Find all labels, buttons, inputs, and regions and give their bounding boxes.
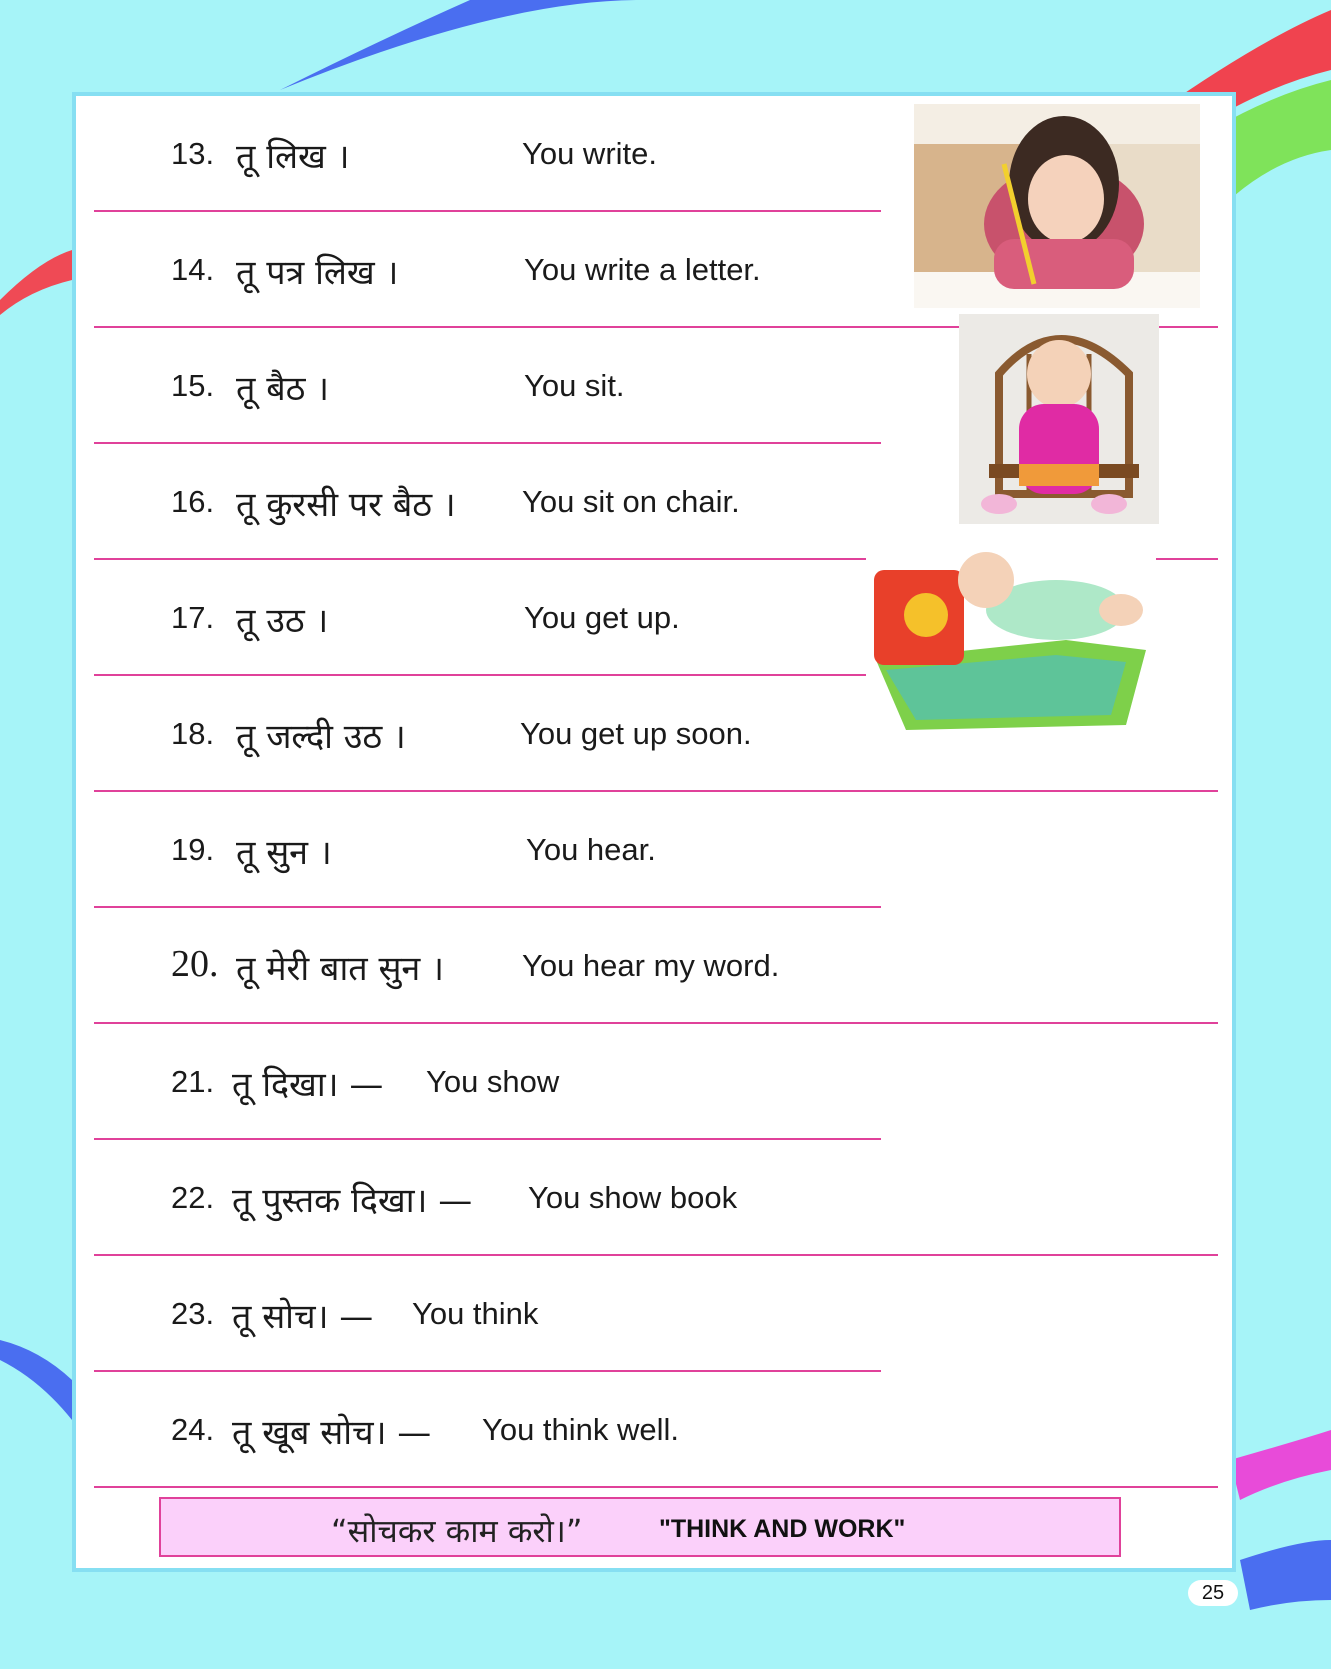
hindi-sentence: तू लिख । <box>236 137 350 177</box>
sentence-row-20 <box>76 908 1232 1024</box>
content-panel <box>72 92 1236 1572</box>
hindi-sentence: तू कुरसी पर बैठ । <box>236 485 456 525</box>
english-sentence: You hear my word. <box>522 948 780 983</box>
quote-english: "THINK AND WORK" <box>659 1515 906 1543</box>
english-sentence: You think <box>412 1296 539 1331</box>
hindi-sentence: तू खूब सोच। — <box>232 1413 432 1453</box>
hindi-sentence: तू सोच। — <box>232 1297 374 1337</box>
hindi-sentence: तू बैठ । <box>236 369 330 409</box>
hindi-sentence: तू सुन । <box>236 833 332 873</box>
row-number: 17. <box>171 600 215 635</box>
baby-on-play-mat-photo <box>866 530 1156 730</box>
english-sentence: You sit on chair. <box>522 484 740 519</box>
row-number: 13. <box>171 136 215 171</box>
hindi-sentence: तू पुस्तक दिखा। — <box>232 1181 473 1221</box>
baby-sitting-on-chair-photo <box>959 314 1159 524</box>
row-number: 16. <box>171 484 215 519</box>
row-number: 22. <box>171 1180 215 1215</box>
english-sentence: You write. <box>522 136 657 171</box>
row-number: 20. <box>171 943 219 985</box>
row-number: 15. <box>171 368 215 403</box>
english-sentence: You sit. <box>524 368 625 403</box>
sentence-row-19 <box>76 792 1232 908</box>
hindi-sentence: तू जल्दी उठ । <box>236 717 406 757</box>
quote-hindi: “सोचकर काम करो।” <box>331 1512 583 1550</box>
girl-writing-photo <box>914 104 1200 308</box>
sentence-row-21 <box>76 1024 1232 1140</box>
english-sentence: You show <box>426 1064 560 1099</box>
english-sentence: You think well. <box>482 1412 680 1447</box>
english-sentence: You show book <box>528 1180 738 1215</box>
english-sentence: You hear. <box>526 832 656 867</box>
hindi-sentence: तू दिखा। — <box>232 1065 384 1105</box>
english-sentence: You write a letter. <box>524 252 761 287</box>
row-number: 19. <box>171 832 215 867</box>
rule-line <box>94 1486 1218 1488</box>
sentence-row-24 <box>76 1372 1232 1488</box>
row-number: 14. <box>171 252 215 287</box>
row-number: 24. <box>171 1412 215 1447</box>
sentence-row-23 <box>76 1256 1232 1372</box>
row-number: 18. <box>171 716 215 751</box>
row-number: 21. <box>171 1064 215 1099</box>
hindi-sentence: तू मेरी बात सुन । <box>236 949 444 989</box>
english-sentence: You get up. <box>524 600 680 635</box>
row-number: 23. <box>171 1296 215 1331</box>
hindi-sentence: तू पत्र लिख । <box>236 253 399 293</box>
page-number: 25 <box>1188 1580 1238 1606</box>
quote-box <box>159 1497 1121 1557</box>
english-sentence: You get up soon. <box>520 716 752 751</box>
sentence-row-22 <box>76 1140 1232 1256</box>
hindi-sentence: तू उठ । <box>236 601 329 641</box>
